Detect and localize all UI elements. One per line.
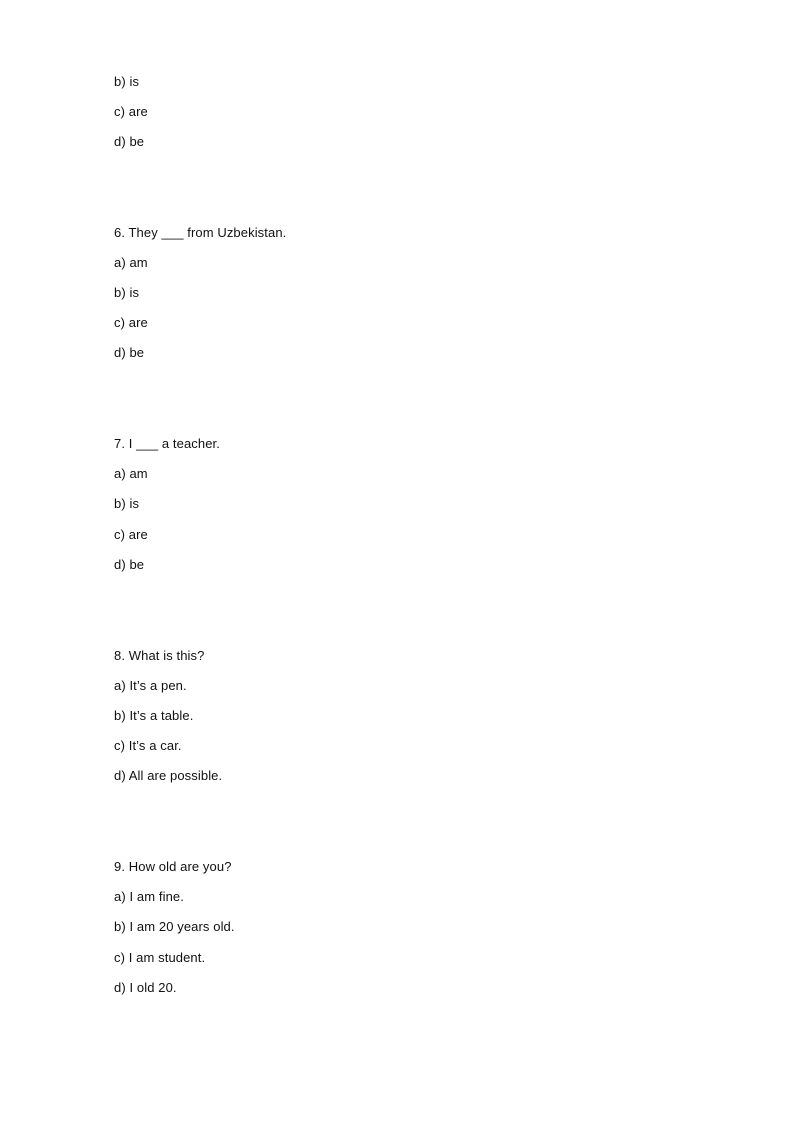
option-a: a) am (114, 466, 148, 481)
option-d: d) be (114, 134, 145, 149)
option-d: d) be (114, 345, 145, 360)
option-b: b) I am 20 years old. (114, 919, 235, 934)
option-d: d) be (114, 557, 145, 572)
option-a: a) It’s a pen. (114, 678, 187, 693)
question-6: 6. They ___ from Uzbekistan. (114, 225, 287, 240)
option-a: a) am (114, 255, 148, 270)
option-d: d) All are possible. (114, 768, 223, 783)
option-c: c) It’s a car. (114, 738, 182, 753)
question-7: 7. I ___ a teacher. (114, 436, 220, 451)
option-b: b) is (114, 496, 140, 511)
option-b: b) It’s a table. (114, 708, 194, 723)
option-b: b) is (114, 285, 140, 300)
question-8: 8. What is this? (114, 648, 205, 663)
option-c: c) are (114, 104, 148, 119)
question-9: 9. How old are you? (114, 859, 232, 874)
option-c: c) are (114, 315, 148, 330)
option-c: c) are (114, 527, 148, 542)
option-c: c) I am student. (114, 950, 206, 965)
option-b: b) is (114, 74, 140, 89)
option-d: d) I old 20. (114, 980, 177, 995)
option-a: a) I am fine. (114, 889, 184, 904)
